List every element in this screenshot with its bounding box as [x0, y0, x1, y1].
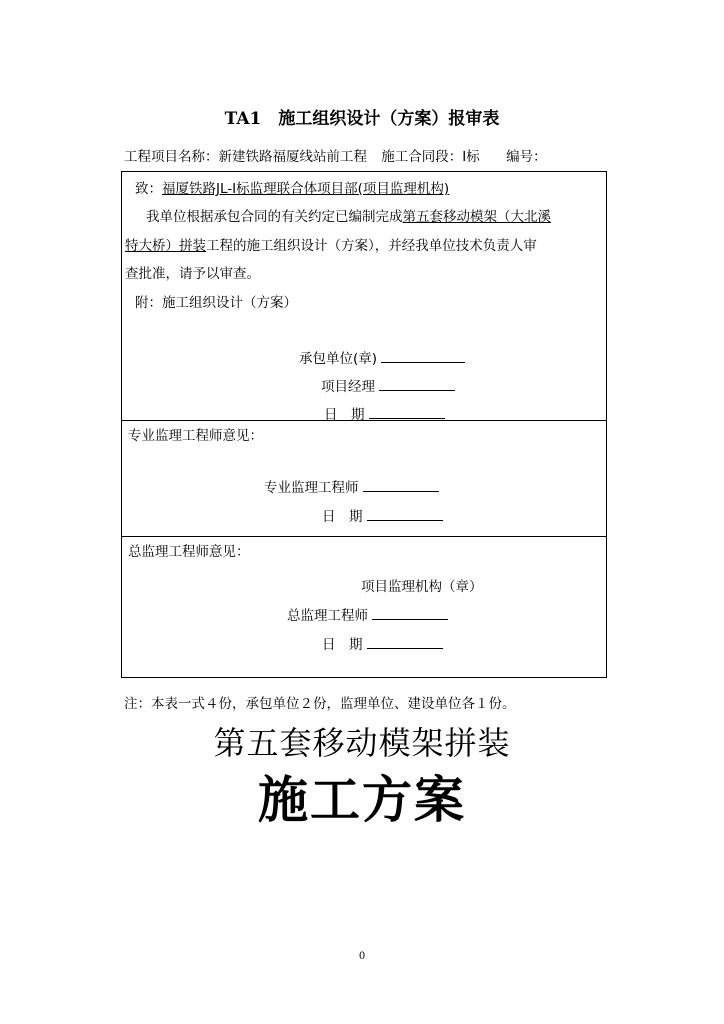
- recipient-suffix: (项目监理机构): [357, 181, 450, 197]
- chief-signature: [287, 604, 448, 624]
- contract-section-label: 施工合同段：: [381, 149, 463, 165]
- body-line-1: [146, 205, 551, 225]
- date-signature-3: [322, 633, 443, 653]
- contract-section: Ⅰ标: [462, 149, 480, 165]
- chief-signature-line: [372, 618, 448, 620]
- recipient-line: [135, 177, 449, 197]
- specialist-signature-line: [363, 490, 439, 492]
- date-line-1: [369, 417, 445, 419]
- date-label-1: 日 期: [324, 407, 365, 423]
- project-name-underlined-2: 特大桥）拼装: [125, 238, 206, 254]
- project-name-label: 工程项目名称：: [124, 149, 219, 165]
- to-prefix: 致：: [135, 181, 162, 197]
- recipient-name: 福厦铁路JL-Ⅰ标监理联合体项目部: [162, 181, 358, 197]
- specialist-heading: 专业监理工程师意见：: [128, 428, 263, 444]
- specialist-label: 专业监理工程师: [264, 480, 359, 496]
- contractor-label: 承包单位(章): [299, 351, 378, 367]
- chief-label: 总监理工程师: [287, 608, 368, 624]
- manager-signature: [321, 375, 455, 395]
- form-title: TA1 施工组织设计（方案）报审表: [224, 109, 500, 129]
- submission-section: [121, 171, 607, 421]
- date-signature-2: [322, 505, 443, 525]
- contractor-signature-line: [381, 361, 465, 363]
- date-label-2: 日 期: [322, 509, 363, 525]
- body-line-3: 查批准，请予以审查。: [125, 266, 260, 282]
- cover-main-title: 施工方案: [258, 770, 466, 829]
- date-line-2: [367, 519, 443, 521]
- contractor-signature: [299, 347, 465, 367]
- date-line-3: [367, 647, 443, 649]
- body-text-1: 我单位根据承包合同的有关约定已编制完成: [146, 209, 403, 225]
- body-line-2: [125, 234, 537, 254]
- supervision-org-label: 项目监理机构（章）: [361, 579, 483, 595]
- date-label-3: 日 期: [322, 637, 363, 653]
- specialist-signature: [264, 476, 439, 496]
- manager-signature-line: [379, 389, 455, 391]
- page-number: 0: [358, 951, 366, 962]
- chief-opinion-section: [121, 536, 607, 678]
- body-text-2: 工程的施工组织设计（方案），并经我单位技术负责人审: [206, 238, 537, 254]
- attachment-line: 附：施工组织设计（方案）: [135, 295, 297, 311]
- specialist-opinion-section: [121, 420, 607, 537]
- copies-note: 注：本表一式４份，承包单位２份，监理单位、建设单位各１份。: [124, 696, 516, 712]
- chief-heading: 总监理工程师意见：: [128, 544, 250, 560]
- project-name: 新建铁路福厦线站前工程: [218, 149, 367, 165]
- manager-label: 项目经理: [321, 379, 375, 395]
- project-name-underlined-1: 第五套移动模架（大北溪: [402, 209, 551, 225]
- cover-subtitle: 第五套移动模架拼装: [213, 724, 511, 762]
- number-label: 编号：: [506, 149, 547, 165]
- form-info-line: [124, 145, 547, 165]
